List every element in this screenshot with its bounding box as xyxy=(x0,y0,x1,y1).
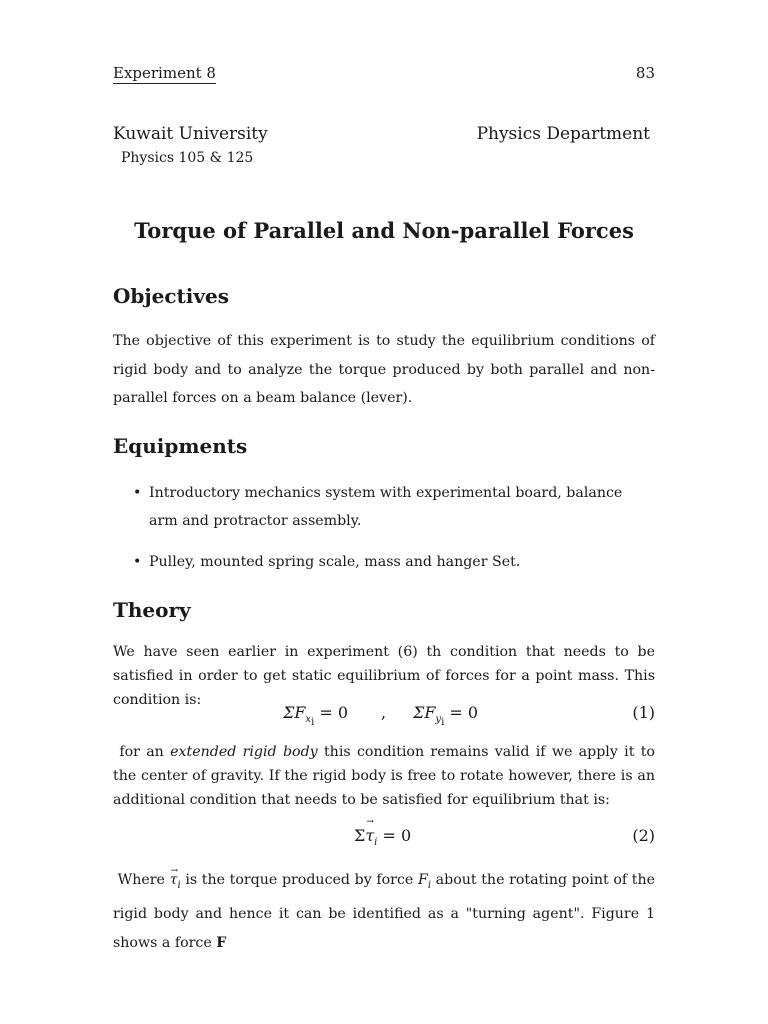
bullet-icon: • xyxy=(133,485,142,501)
theory-paragraph-3: Where → $\tau_i$ is the torque produced by force $F_i$ about the rotating point of the rigid body and hence it can be identified as a "turning agent". Figure 1 shows a force F xyxy=(113,866,655,957)
equation-1 xyxy=(113,703,655,727)
equipments-heading: Equipments xyxy=(113,434,248,458)
equipment-item xyxy=(133,548,655,576)
page-number: 83 xyxy=(635,64,655,82)
objectives-paragraph: The objective of this experiment is to study the equilibrium conditions of rigid body and to analyze the torque produced by both parallel and non-parallel forces on a beam balance (lever). xyxy=(113,333,655,406)
document-title: Torque of Parallel and Non-parallel Forces xyxy=(134,218,634,243)
equation-1-rhs: $\Sigma F_{y_i} = 0$ xyxy=(413,703,479,729)
equipment-item-text: Pulley, mounted spring scale, mass and hanger Set. xyxy=(149,554,521,570)
objectives-heading: Objectives xyxy=(113,284,229,308)
equation-1-lhs: $\Sigma F_{x_i} = 0$ xyxy=(283,703,349,729)
theory-paragraph-1: We have seen earlier in experiment (6) th condition that needs to be satisfied in order to get static equilibrium of forces for a point mass. This condition is: xyxy=(113,644,655,708)
equipment-item xyxy=(133,479,655,535)
equation-1-number: (1) xyxy=(632,703,655,722)
equipment-item-text: Introductory mechanics system with experimental board, balance arm and protractor assembly. xyxy=(149,485,623,529)
bullet-icon: • xyxy=(133,554,142,570)
running-header-experiment: Experiment 8 xyxy=(113,64,216,82)
equation-2-number: (2) xyxy=(632,826,655,845)
theory-paragraph-2: for an extended rigid body this condition remains valid if we apply it to the center of gravity. If the rigid body is free to rotate however, there is an additional condition that needs to be satisfied for equilibrium that is: xyxy=(113,744,655,808)
equation-2-expression: $\Sigma\to \tau_i = 0$ xyxy=(354,826,411,848)
department-name: Physics Department xyxy=(476,124,650,144)
equation-1-separator: , xyxy=(381,703,387,722)
university-name: Kuwait University xyxy=(113,124,268,144)
equation-2 xyxy=(113,826,655,850)
theory-heading: Theory xyxy=(113,598,191,622)
course-code: Physics 105 & 125 xyxy=(121,150,254,166)
emphasis-text: extended rigid body xyxy=(170,744,318,760)
